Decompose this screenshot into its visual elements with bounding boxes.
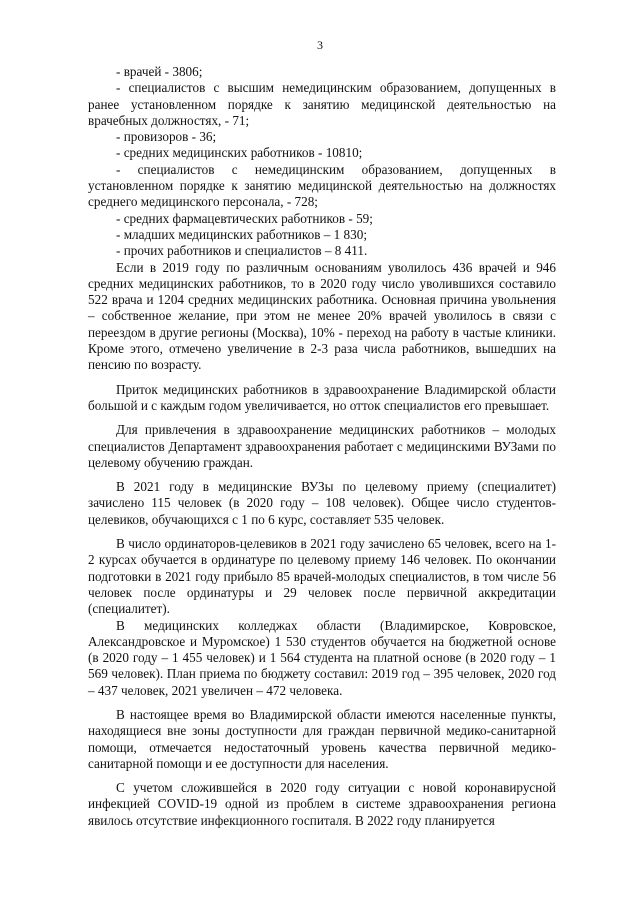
paragraph-residents: В число ординаторов-целевиков в 2021 году зачислено 65 человек, всего на 1-2 курсах обучается в ординатуре по целевому приему 146 человек. По окончании подготовки в 2021 году прибыло 85 врачей-молодых специалистов, в том числе 56 человек после ординатуры и 29 человек после первичной аккредитации (специалитет). xyxy=(88,536,556,617)
paragraph-covid: С учетом сложившейся в 2020 году ситуации с новой коронавирусной инфекцией COVID-19 одной из проблем в системе здравоохранения региона явилось отсутствие инфекционного госпиталя. В 2022 году планируется xyxy=(88,780,556,828)
paragraph-targeted-training: Для привлечения в здравоохранение медицинских работников – молодых специалистов Департамент здравоохранения работает с медицинскими ВУЗами по целевому обучению граждан. xyxy=(88,422,556,470)
paragraph-universities-2021: В 2021 году в медицинские ВУЗы по целевому приему (специалитет) зачислено 115 человек (в 2020 году – 108 человек). Общее число студентов-целевиков, обучающихся с 1 по 6 курс, составляет 535 человек. xyxy=(88,479,556,527)
paragraph-staff-inflow: Приток медицинских работников в здравоохранение Владимирской области большой и с каждым годом увеличивается, но отток специалистов его превышает. xyxy=(88,381,556,413)
list-item-junior-medical: - младших медицинских работников – 1 830; xyxy=(116,226,367,242)
paragraph-dismissals: Если в 2019 году по различным основаниям уволилось 436 врачей и 946 средних медицинских работников, то в 2020 году число уволившихся составило 522 врача и 1204 средних медицинских работника. Основная причина увольнения – собственное желание, при этом не менее 20% врачей уволилось в связи с переездом в другие регионы (Москва), 10% - переход на работу в частые клиники. Кроме этого, отмечено увеличение в 2-3 раза числа работников, вышедших на пенсию по возрасту. xyxy=(88,259,556,373)
list-item-pharmaceutical: - средних фармацевтических работников - 59; xyxy=(116,210,373,226)
page-number: 3 xyxy=(317,38,323,52)
list-item-mid-level-medical: - средних медицинских работников - 10810; xyxy=(116,145,363,161)
paragraph-colleges: В медицинских колледжах области (Владимирское, Ковровское, Александровское и Муромское) 1 530 студентов обучается на бюджетной основе (в 2020 году – 1 455 человек) и 1 564 студента на платной основе (в 2020 году – 1 569 человек). План приема по бюджету составил: 2019 год – 395 человек, 2020 год – 437 человек, 2021 увеличен – 472 человека. xyxy=(88,617,556,698)
list-item-doctors: - врачей - 3806; xyxy=(116,64,203,79)
list-item-other-staff: - прочих работников и специалистов – 8 411. xyxy=(116,243,368,259)
document-body xyxy=(88,64,556,829)
list-item-non-medical-education: - специалистов с немедицинским образованием, допущенных в установленном порядке к занятию медицинской деятельностью на должностях среднего медицинского персонала, - 728; xyxy=(88,161,556,210)
paragraph-accessibility: В настоящее время во Владимирской области имеются населенные пункты, находящиеся вне зоны доступности для граждан первичной медико-санитарной помощи, отмечается недостаточный уровень качества первичной медико-санитарной помощи и ее доступности для населения. xyxy=(88,706,556,771)
list-item-non-medical-higher-education: - специалистов с высшим немедицинским образованием, допущенных в ранее установленном порядке к занятию медицинской деятельностью на врачебных должностях, - 71; xyxy=(88,80,556,128)
list-item-pharmacists: - провизоров - 36; xyxy=(116,129,217,145)
